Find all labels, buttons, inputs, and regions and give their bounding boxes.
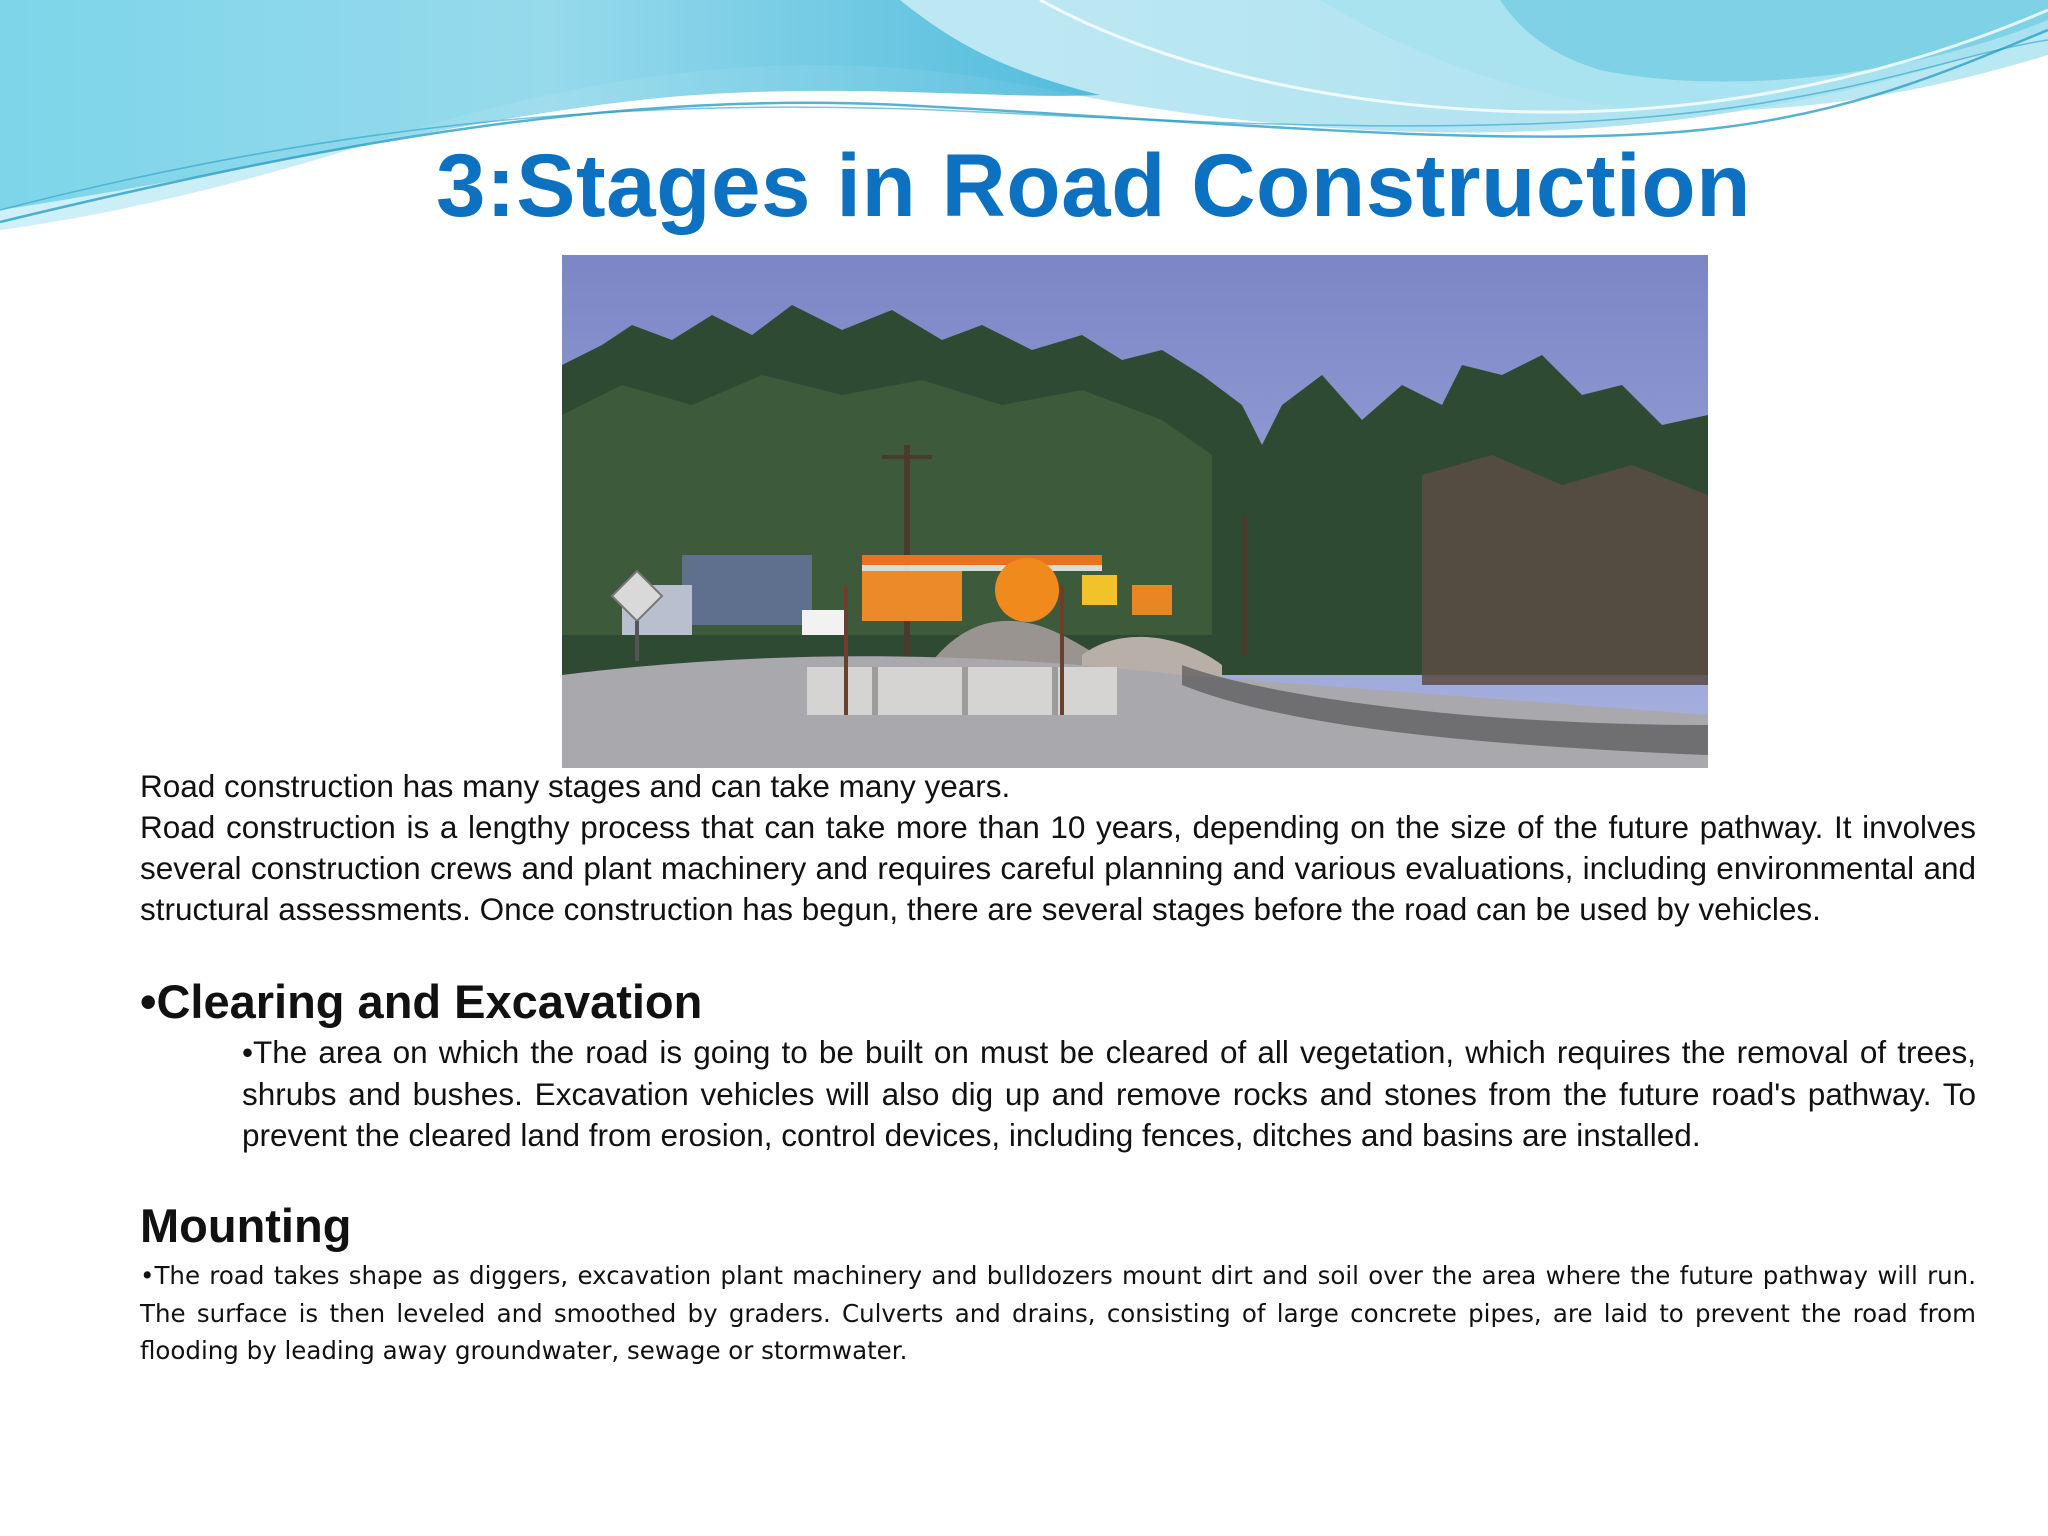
intro-summary: Road construction has many stages and can take many years. xyxy=(140,768,1011,804)
intro-paragraph: Road construction is a lengthy process that can take more than 10 years, depending on the size of the future pathway. It involves several construction crews and plant machinery and requires careful planning and various evaluations, including environmental and structural assessments. Once construction has begun, there are several stages before the road can be used by vehicles. xyxy=(140,809,1976,927)
slide-title: 3:Stages in Road Construction xyxy=(436,135,1751,235)
section-text-mounting: •The road takes shape as diggers, excavation plant machinery and bulldozers mount dirt and soil over the area where the future pathway will run. The surface is then leveled and smoothed by graders. Culverts and drains, consisting of large concrete pipes, are laid to prevent the road from flooding by leading away groundwater, sewage or stormwater. xyxy=(140,1261,1976,1365)
road-construction-photo xyxy=(562,255,1708,768)
section-text-clearing: •The area on which the road is going to be built on must be cleared of all vegetation, which requires the removal of trees, shrubs and bushes. Excavation vehicles will also dig up and remove rocks and stones from the future road's pathway. To prevent the cleared land from erosion, control devices, including fences, ditches and basins are installed. xyxy=(242,1034,1976,1153)
section-heading-clearing: •Clearing and Excavation xyxy=(140,975,703,1028)
section-heading-mounting: Mounting xyxy=(140,1199,352,1252)
